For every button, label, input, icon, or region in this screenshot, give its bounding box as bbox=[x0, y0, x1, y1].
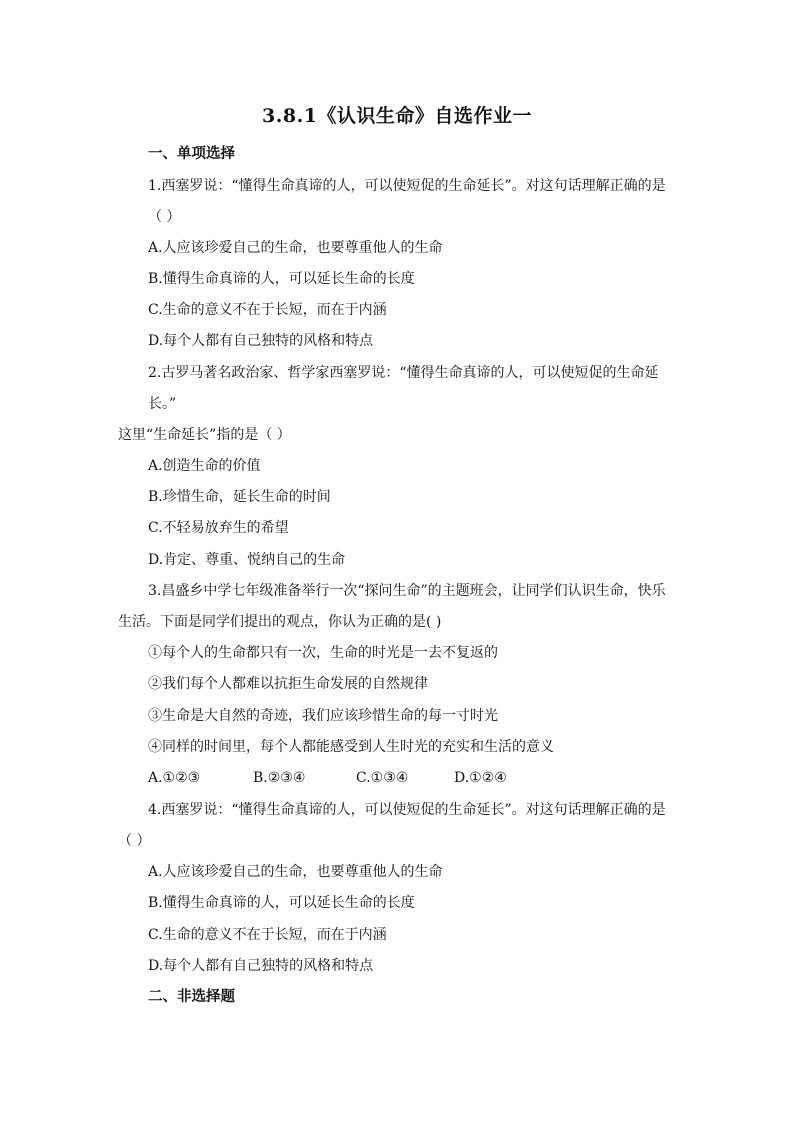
question-3-stem-cont: 生活。下面是同学们提出的观点，你认为正确的是( ) bbox=[118, 614, 442, 630]
question-1-option-d: D.每个人都有自己独特的风格和特点 bbox=[148, 333, 374, 349]
question-4-option-d: D.每个人都有自己独特的风格和特点 bbox=[148, 958, 374, 974]
question-2-option-d: D.肯定、尊重、悦纳自己的生命 bbox=[148, 552, 346, 568]
question-4-stem: 4.西塞罗说：“懂得生命真谛的人，可以使短促的生命延长”。对这句话理解正确的是 bbox=[148, 802, 666, 818]
question-3-statement-1: ①每个人的生命都只有一次，生命的时光是一去不复返的 bbox=[148, 645, 498, 661]
question-3-statement-4: ④同样的时间里，每个人都能感受到人生时光的充实和生活的意义 bbox=[148, 739, 554, 755]
question-2-option-b: B.珍惜生命，延长生命的时间 bbox=[148, 489, 331, 505]
section-heading-single-choice: 一、单项选择 bbox=[148, 145, 235, 162]
question-2-option-a: A.创造生命的价值 bbox=[148, 458, 261, 474]
question-2-prompt: 这里“生命延长”指的是（ ） bbox=[118, 427, 291, 443]
question-3-statement-2: ②我们每个人都难以抗拒生命发展的自然规律 bbox=[148, 676, 428, 692]
question-3-stem: 3.昌盛乡中学七年级准备举行一次“探问生命”的主题班会，让同学们认识生命，快乐 bbox=[148, 583, 666, 599]
question-1-option-b: B.懂得生命真谛的人，可以延长生命的长度 bbox=[148, 271, 415, 287]
question-3-options bbox=[148, 769, 668, 787]
question-4-option-c: C.生命的意义不在于长短，而在于内涵 bbox=[148, 927, 387, 943]
question-1-blank: （ ） bbox=[148, 209, 181, 225]
section-heading-non-choice: 二、非选择题 bbox=[148, 988, 235, 1005]
question-1-option-a: A.人应该珍爱自己的生命，也要尊重他人的生命 bbox=[148, 240, 443, 256]
question-4-option-a: A.人应该珍爱自己的生命，也要尊重他人的生命 bbox=[148, 864, 443, 880]
question-2-stem: 2.古罗马著名政治家、哲学家西塞罗说：“懂得生命真谛的人，可以使短促的生命延 bbox=[148, 365, 659, 381]
question-3-option-c: C.①③④ bbox=[356, 770, 409, 786]
question-4-blank: （ ） bbox=[118, 833, 151, 849]
question-2-option-c: C.不轻易放弃生的希望 bbox=[148, 520, 289, 536]
question-4-option-b: B.懂得生命真谛的人，可以延长生命的长度 bbox=[148, 895, 415, 911]
question-1-option-c: C.生命的意义不在于长短，而在于内涵 bbox=[148, 302, 387, 318]
question-1-stem: 1.西塞罗说：“懂得生命真谛的人，可以使短促的生命延长”。对这句话理解正确的是 bbox=[148, 178, 666, 194]
question-3-statement-3: ③生命是大自然的奇迹，我们应该珍惜生命的每一寸时光 bbox=[148, 708, 498, 724]
question-3-option-b: B.②③④ bbox=[253, 770, 306, 786]
question-3-option-d: D.①②④ bbox=[454, 770, 507, 786]
document-title: 3.8.1《认识生命》自选作业一 bbox=[262, 105, 532, 127]
question-3-option-a: A.①②③ bbox=[148, 770, 201, 786]
question-2-stem-cont: 长。” bbox=[148, 396, 177, 412]
